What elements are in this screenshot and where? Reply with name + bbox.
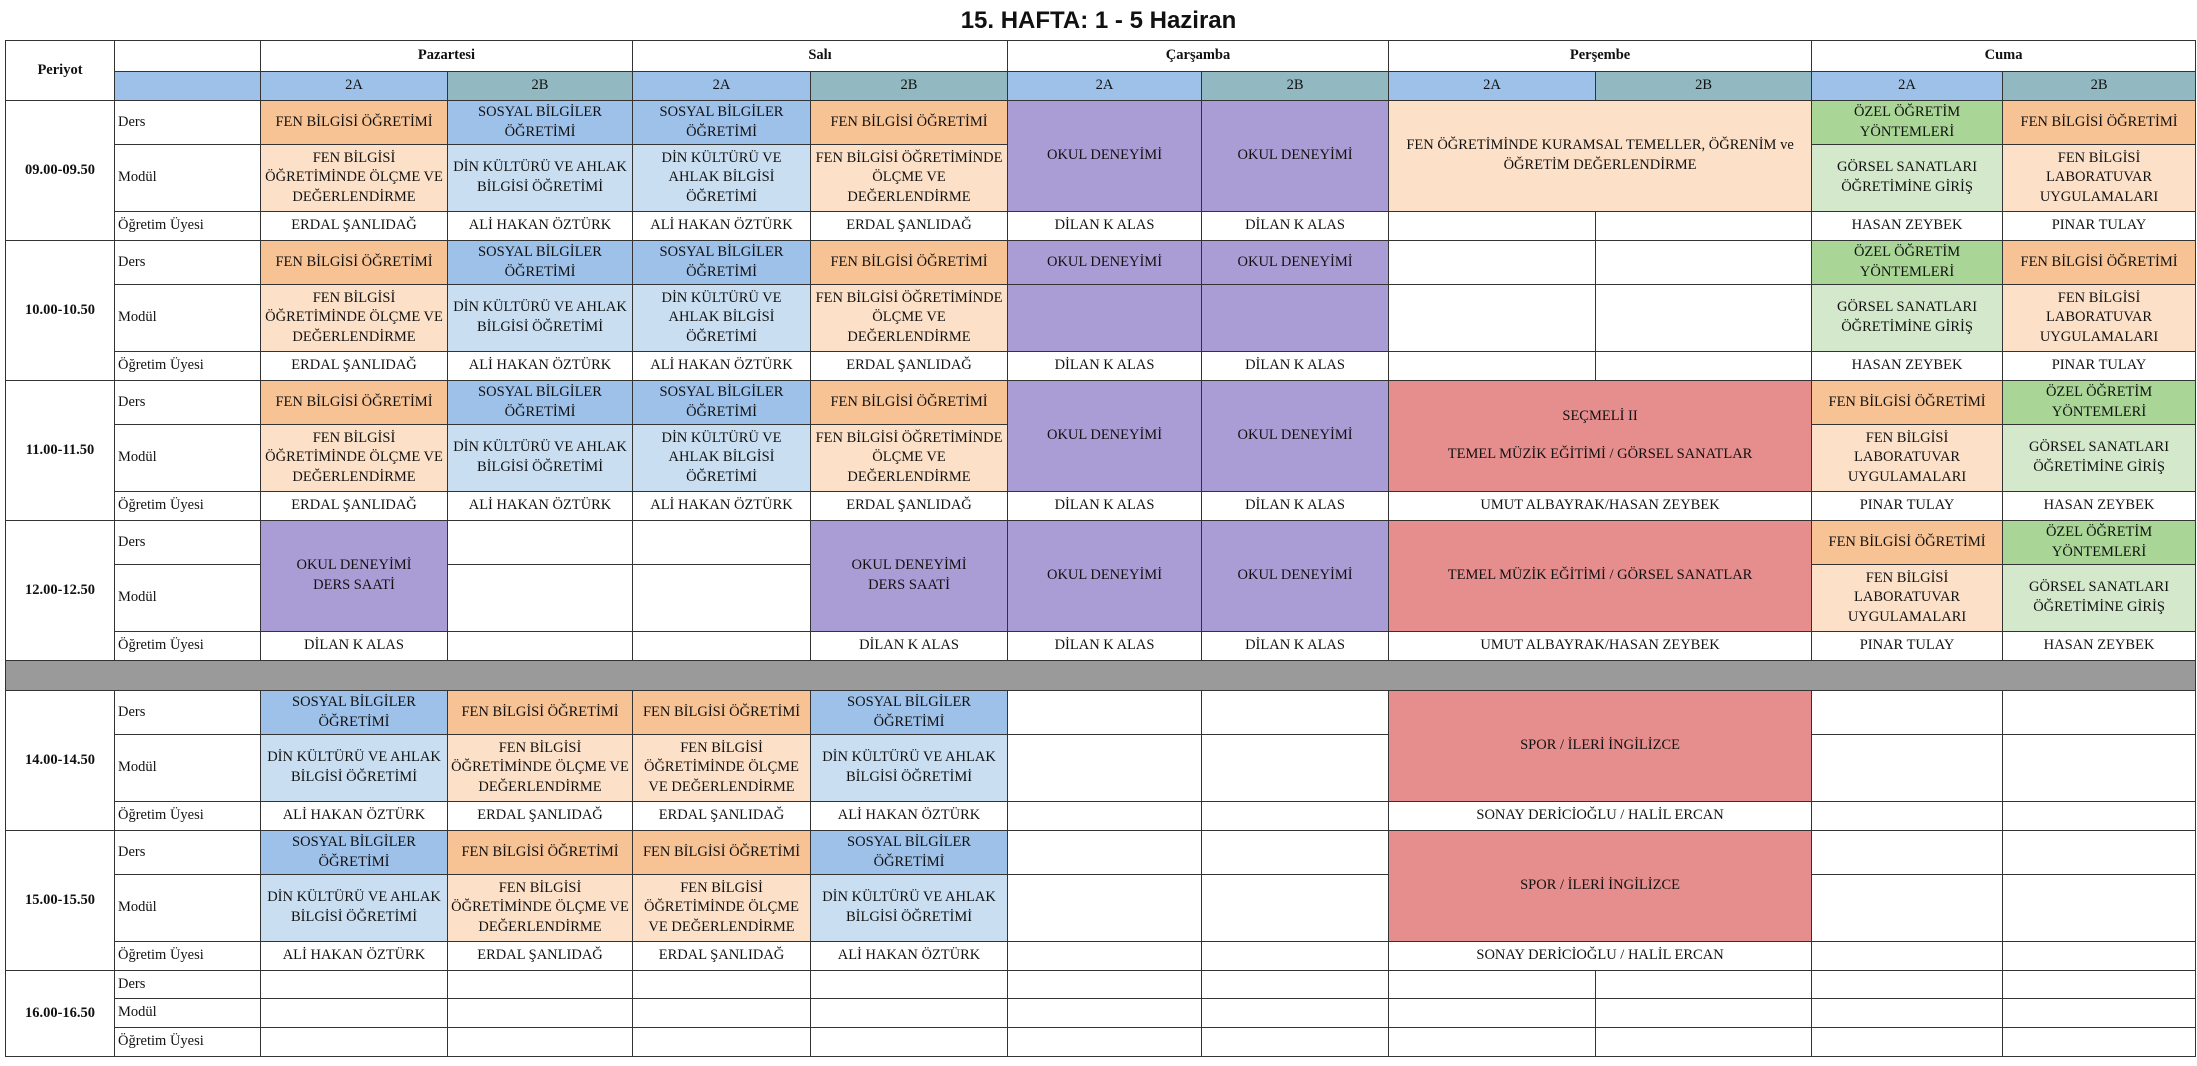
module-cell: GÖRSEL SANATLARI ÖĞRETİMİNE GİRİŞ [2003,425,2196,492]
teacher-cell: DİLAN K ALAS [1008,352,1202,381]
empty-cell [2003,875,2196,942]
schedule-row [6,691,2196,735]
teacher-cell: ALİ HAKAN ÖZTÜRK [261,942,448,971]
module-cell: DİN KÜLTÜRÜ VE AHLAK BİLGİSİ ÖĞRETİMİ [261,735,448,802]
module-cell: DİN KÜLTÜRÜ VE AHLAK BİLGİSİ ÖĞRETİMİ [633,425,811,492]
day-wednesday: Çarşamba [1008,41,1389,72]
empty-cell [811,999,1008,1028]
module-cell: DİN KÜLTÜRÜ VE AHLAK BİLGİSİ ÖĞRETİMİ [811,735,1008,802]
schedule-row [6,352,2196,381]
period-label: 09.00-09.50 [6,101,115,241]
module-cell: FEN BİLGİSİ ÖĞRETİMİNDE ÖLÇME VE DEĞERLENDİRME [811,145,1008,212]
course-cell: FEN BİLGİSİ ÖĞRETİMİ [2003,101,2196,145]
course-cell [811,521,1008,632]
empty-cell [1202,691,1389,735]
empty-cell [2003,942,2196,971]
course-cell: FEN ÖĞRETİMİNDE KURAMSAL TEMELLER, ÖĞRENİM ve ÖĞRETİM DEĞERLENDİRME [1389,101,1812,212]
course-cell: OKUL DENEYİMİ [1202,101,1389,212]
class-2b-header: 2B [811,72,1008,101]
course-cell: FEN BİLGİSİ ÖĞRETİMİ [448,691,633,735]
teacher-cell: ALİ HAKAN ÖZTÜRK [811,802,1008,831]
module-cell: FEN BİLGİSİ ÖĞRETİMİNDE ÖLÇME VE DEĞERLENDİRME [261,285,448,352]
empty-cell [2003,831,2196,875]
teacher-cell: HASAN ZEYBEK [1812,352,2003,381]
row-label-ders: Ders [115,831,261,875]
course-cell: FEN BİLGİSİ ÖĞRETİMİ [261,241,448,285]
module-cell: FEN BİLGİSİ ÖĞRETİMİNDE ÖLÇME VE DEĞERLENDİRME [811,285,1008,352]
period-label: 10.00-10.50 [6,241,115,381]
empty-cell [448,632,633,661]
module-cell: FEN BİLGİSİ LABORATUVAR UYGULAMALARI [1812,565,2003,632]
course-cell: SOSYAL BİLGİLER ÖĞRETİMİ [633,381,811,425]
course-cell: FEN BİLGİSİ ÖĞRETİMİ [448,831,633,875]
row-label-ogretim-uyesi: Öğretim Üyesi [115,212,261,241]
empty-cell [1812,971,2003,999]
empty-cell [1812,831,2003,875]
module-cell: FEN BİLGİSİ ÖĞRETİMİNDE ÖLÇME VE DEĞERLENDİRME [811,425,1008,492]
empty-cell [261,1028,448,1057]
row-label-ders: Ders [115,691,261,735]
module-cell: FEN BİLGİSİ LABORATUVAR UYGULAMALARI [2003,285,2196,352]
teacher-cell: DİLAN K ALAS [1202,492,1389,521]
row-label-modul: Modül [115,425,261,492]
empty-cell [2003,1028,2196,1057]
module-cell: DİN KÜLTÜRÜ VE AHLAK BİLGİSİ ÖĞRETİMİ [633,285,811,352]
course-cell: SOSYAL BİLGİLER ÖĞRETİMİ [633,241,811,285]
course-cell: OKUL DENEYİMİ [1202,521,1389,632]
teacher-cell: PINAR TULAY [2003,212,2196,241]
schedule-row [6,802,2196,831]
empty-cell [633,999,811,1028]
empty-cell [1389,971,1596,999]
row-label-ogretim-uyesi: Öğretim Üyesi [115,1028,261,1057]
teacher-cell: UMUT ALBAYRAK/HASAN ZEYBEK [1389,492,1812,521]
empty-cell [1812,875,2003,942]
empty-cell [1389,1028,1596,1057]
schedule-row [6,381,2196,425]
empty-cell [1008,971,1202,999]
empty-cell [633,1028,811,1057]
class-2a-header: 2A [633,72,811,101]
class-2a-header: 2A [1008,72,1202,101]
course-cell: OKUL DENEYİMİ [1008,381,1202,492]
empty-cell [1812,942,2003,971]
course-cell: FEN BİLGİSİ ÖĞRETİMİ [633,691,811,735]
module-cell: FEN BİLGİSİ ÖĞRETİMİNDE ÖLÇME VE DEĞERLENDİRME [261,145,448,212]
teacher-cell: HASAN ZEYBEK [2003,492,2196,521]
class-header-row [6,72,2196,101]
teacher-cell: ERDAL ŞANLIDAĞ [633,802,811,831]
header-blank-cell [115,41,261,72]
empty-cell [1389,212,1596,241]
empty-cell [1202,1028,1389,1057]
module-cell: FEN BİLGİSİ LABORATUVAR UYGULAMALARI [2003,145,2196,212]
elective-title: SEÇMELİ II [1562,408,1638,425]
course-cell: SOSYAL BİLGİLER ÖĞRETİMİ [448,101,633,145]
module-cell: FEN BİLGİSİ LABORATUVAR UYGULAMALARI [1812,425,2003,492]
course-cell: OKUL DENEYİMİ [1202,241,1389,285]
empty-cell [633,565,811,632]
course-cell: TEMEL MÜZİK EĞİTİMİ / GÖRSEL SANATLAR [1389,521,1812,632]
class-2a-header: 2A [1812,72,2003,101]
empty-cell [1389,285,1596,352]
empty-cell [1202,875,1389,942]
row-label-modul: Modül [115,145,261,212]
module-cell: DİN KÜLTÜRÜ VE AHLAK BİLGİSİ ÖĞRETİMİ [811,875,1008,942]
teacher-cell: ALİ HAKAN ÖZTÜRK [633,492,811,521]
teacher-cell: DİLAN K ALAS [1202,212,1389,241]
teacher-cell: HASAN ZEYBEK [1812,212,2003,241]
day-thursday: Perşembe [1389,41,1812,72]
empty-cell [1596,285,1812,352]
empty-cell [2003,971,2196,999]
teacher-cell: ERDAL ŞANLIDAĞ [811,492,1008,521]
schedule-row [6,492,2196,521]
empty-cell [1202,999,1389,1028]
teacher-cell: ALİ HAKAN ÖZTÜRK [261,802,448,831]
empty-cell [633,971,811,999]
teacher-cell: ERDAL ŞANLIDAĞ [811,212,1008,241]
module-cell: DİN KÜLTÜRÜ VE AHLAK BİLGİSİ ÖĞRETİMİ [448,145,633,212]
period-label: 11.00-11.50 [6,381,115,521]
class-2a-header: 2A [261,72,448,101]
teacher-cell: ERDAL ŞANLIDAĞ [261,212,448,241]
period-label: 12.00-12.50 [6,521,115,661]
row-label-modul: Modül [115,285,261,352]
schedule-row [6,735,2196,802]
row-label-modul: Modül [115,735,261,802]
empty-cell [2003,691,2196,735]
empty-cell [1596,971,1812,999]
teacher-cell: DİLAN K ALAS [1008,632,1202,661]
course-cell: ÖZEL ÖĞRETİM YÖNTEMLERİ [2003,381,2196,425]
teacher-cell: PINAR TULAY [2003,352,2196,381]
empty-cell [448,521,633,565]
teacher-cell: ALİ HAKAN ÖZTÜRK [633,212,811,241]
teacher-cell: PINAR TULAY [1812,492,2003,521]
row-label-modul: Modül [115,999,261,1028]
course-cell: ÖZEL ÖĞRETİM YÖNTEMLERİ [1812,241,2003,285]
weekly-schedule-table [5,40,2196,1057]
class-2a-header: 2A [1389,72,1596,101]
row-label-ogretim-uyesi: Öğretim Üyesi [115,802,261,831]
teacher-cell: DİLAN K ALAS [1202,352,1389,381]
empty-cell [1202,831,1389,875]
course-line: DERS SAATİ [313,577,395,593]
empty-cell [1008,735,1202,802]
teacher-cell: DİLAN K ALAS [1008,492,1202,521]
elective-subtitle: TEMEL MÜZİK EĞİTİMİ / GÖRSEL SANATLAR [1447,446,1753,462]
schedule-row [6,285,2196,352]
empty-cell [2003,735,2196,802]
period-label: 14.00-14.50 [6,691,115,831]
teacher-cell: ALİ HAKAN ÖZTÜRK [448,492,633,521]
course-cell: SOSYAL BİLGİLER ÖĞRETİMİ [811,831,1008,875]
empty-cell [1389,352,1596,381]
empty-cell [811,1028,1008,1057]
period-header: Periyot [6,41,115,101]
teacher-cell: ALİ HAKAN ÖZTÜRK [448,212,633,241]
elective-cell [1389,381,1812,492]
teacher-cell: DİLAN K ALAS [261,632,448,661]
lunch-break-row [6,661,2196,691]
empty-cell [1812,735,2003,802]
empty-cell [1202,802,1389,831]
class-2b-header: 2B [2003,72,2196,101]
day-header-row [6,41,2196,72]
course-cell: SOSYAL BİLGİLER ÖĞRETİMİ [261,831,448,875]
empty-cell [633,521,811,565]
teacher-cell: UMUT ALBAYRAK/HASAN ZEYBEK [1389,632,1812,661]
empty-cell [1812,802,2003,831]
module-cell: DİN KÜLTÜRÜ VE AHLAK BİLGİSİ ÖĞRETİMİ [633,145,811,212]
course-cell: OKUL DENEYİMİ [1008,101,1202,212]
empty-cell [1008,831,1202,875]
course-cell: FEN BİLGİSİ ÖĞRETİMİ [811,101,1008,145]
empty-cell [1596,241,1812,285]
day-tuesday: Salı [633,41,1008,72]
module-cell [1202,285,1389,352]
module-cell: FEN BİLGİSİ ÖĞRETİMİNDE ÖLÇME VE DEĞERLENDİRME [448,875,633,942]
row-label-ogretim-uyesi: Öğretim Üyesi [115,492,261,521]
row-label-ders: Ders [115,381,261,425]
row-label-modul: Modül [115,875,261,942]
schedule-row [6,241,2196,285]
module-cell: DİN KÜLTÜRÜ VE AHLAK BİLGİSİ ÖĞRETİMİ [448,285,633,352]
teacher-cell: ERDAL ŞANLIDAĞ [811,352,1008,381]
teacher-cell: HASAN ZEYBEK [2003,632,2196,661]
empty-cell [1596,1028,1812,1057]
module-cell [1008,285,1202,352]
row-label-ogretim-uyesi: Öğretim Üyesi [115,942,261,971]
course-line: OKUL DENEYİMİ [851,557,967,574]
empty-cell [1008,999,1202,1028]
schedule-row [6,831,2196,875]
teacher-cell: DİLAN K ALAS [1202,632,1389,661]
teacher-cell: ERDAL ŞANLIDAĞ [261,352,448,381]
module-cell: FEN BİLGİSİ ÖĞRETİMİNDE ÖLÇME VE DEĞERLENDİRME [261,425,448,492]
lunch-break-separator [6,661,2196,691]
period-label: 15.00-15.50 [6,831,115,971]
empty-cell [1596,212,1812,241]
class-2b-header: 2B [1202,72,1389,101]
class-2b-header: 2B [1596,72,1812,101]
empty-cell [1596,999,1812,1028]
empty-cell [448,971,633,999]
course-cell: SOSYAL BİLGİLER ÖĞRETİMİ [633,101,811,145]
empty-cell [2003,802,2196,831]
teacher-cell: ERDAL ŞANLIDAĞ [448,802,633,831]
empty-cell [448,565,633,632]
module-cell: GÖRSEL SANATLARI ÖĞRETİMİNE GİRİŞ [2003,565,2196,632]
empty-cell [1812,1028,2003,1057]
empty-cell [1008,942,1202,971]
empty-cell [1389,241,1596,285]
teacher-cell: ALİ HAKAN ÖZTÜRK [448,352,633,381]
module-cell: GÖRSEL SANATLARI ÖĞRETİMİNE GİRİŞ [1812,145,2003,212]
empty-cell [1008,802,1202,831]
module-cell: FEN BİLGİSİ ÖĞRETİMİNDE ÖLÇME VE DEĞERLENDİRME [448,735,633,802]
course-cell: SOSYAL BİLGİLER ÖĞRETİMİ [448,381,633,425]
module-cell: FEN BİLGİSİ ÖĞRETİMİNDE ÖLÇME VE DEĞERLENDİRME [633,735,811,802]
teacher-cell: DİLAN K ALAS [1008,212,1202,241]
empty-cell [2003,999,2196,1028]
empty-cell [1202,942,1389,971]
course-cell: FEN BİLGİSİ ÖĞRETİMİ [633,831,811,875]
day-monday: Pazartesi [261,41,633,72]
course-cell: FEN BİLGİSİ ÖĞRETİMİ [1812,521,2003,565]
day-friday: Cuma [1812,41,2196,72]
empty-cell [1008,875,1202,942]
row-label-modul: Modül [115,565,261,632]
class-2b-header: 2B [448,72,633,101]
empty-cell [633,632,811,661]
schedule-row [6,101,2196,145]
course-cell: SPOR / İLERİ İNGİLİZCE [1389,831,1812,942]
row-label-ders: Ders [115,241,261,285]
course-cell: FEN BİLGİSİ ÖĞRETİMİ [811,381,1008,425]
course-cell: OKUL DENEYİMİ [1008,241,1202,285]
course-cell: FEN BİLGİSİ ÖĞRETİMİ [1812,381,2003,425]
empty-cell [1596,352,1812,381]
row-label-ders: Ders [115,101,261,145]
class-header-blank [115,72,261,101]
empty-cell [811,971,1008,999]
module-cell: DİN KÜLTÜRÜ VE AHLAK BİLGİSİ ÖĞRETİMİ [261,875,448,942]
empty-cell [1812,999,2003,1028]
course-cell: FEN BİLGİSİ ÖĞRETİMİ [2003,241,2196,285]
schedule-row [6,212,2196,241]
empty-cell [1812,691,2003,735]
course-cell: OKUL DENEYİMİ [1202,381,1389,492]
teacher-cell: ERDAL ŞANLIDAĞ [261,492,448,521]
schedule-row [6,875,2196,942]
empty-cell [261,971,448,999]
schedule-row [6,971,2196,999]
teacher-cell: PINAR TULAY [1812,632,2003,661]
empty-cell [448,1028,633,1057]
course-cell: ÖZEL ÖĞRETİM YÖNTEMLERİ [1812,101,2003,145]
teacher-cell: ALİ HAKAN ÖZTÜRK [633,352,811,381]
module-cell: GÖRSEL SANATLARI ÖĞRETİMİNE GİRİŞ [1812,285,2003,352]
period-label: 16.00-16.50 [6,971,115,1057]
teacher-cell: ALİ HAKAN ÖZTÜRK [811,942,1008,971]
teacher-cell: ERDAL ŞANLIDAĞ [448,942,633,971]
schedule-row [6,999,2196,1028]
schedule-row [6,942,2196,971]
row-label-ders: Ders [115,971,261,999]
course-cell [261,521,448,632]
course-cell: SOSYAL BİLGİLER ÖĞRETİMİ [261,691,448,735]
course-cell: SPOR / İLERİ İNGİLİZCE [1389,691,1812,802]
empty-cell [261,999,448,1028]
course-cell: OKUL DENEYİMİ [1008,521,1202,632]
row-label-ogretim-uyesi: Öğretim Üyesi [115,352,261,381]
empty-cell [448,999,633,1028]
row-label-ders: Ders [115,521,261,565]
row-label-ogretim-uyesi: Öğretim Üyesi [115,632,261,661]
empty-cell [1008,1028,1202,1057]
schedule-row [6,521,2196,565]
teacher-cell: ERDAL ŞANLIDAĞ [633,942,811,971]
course-line: OKUL DENEYİMİ [296,557,412,574]
schedule-title: 15. HAFTA: 1 - 5 Haziran [960,7,1237,34]
teacher-cell: DİLAN K ALAS [811,632,1008,661]
course-cell: FEN BİLGİSİ ÖĞRETİMİ [261,381,448,425]
schedule-row [6,632,2196,661]
teacher-cell: SONAY DERİCİOĞLU / HALİL ERCAN [1389,942,1812,971]
empty-cell [1389,999,1596,1028]
module-cell: DİN KÜLTÜRÜ VE AHLAK BİLGİSİ ÖĞRETİMİ [448,425,633,492]
module-cell: FEN BİLGİSİ ÖĞRETİMİNDE ÖLÇME VE DEĞERLENDİRME [633,875,811,942]
course-cell: SOSYAL BİLGİLER ÖĞRETİMİ [448,241,633,285]
course-cell: FEN BİLGİSİ ÖĞRETİMİ [811,241,1008,285]
empty-cell [1008,691,1202,735]
course-cell: FEN BİLGİSİ ÖĞRETİMİ [261,101,448,145]
schedule-row [6,1028,2196,1057]
teacher-cell: SONAY DERİCİOĞLU / HALİL ERCAN [1389,802,1812,831]
course-cell: SOSYAL BİLGİLER ÖĞRETİMİ [811,691,1008,735]
course-cell: ÖZEL ÖĞRETİM YÖNTEMLERİ [2003,521,2196,565]
empty-cell [1202,971,1389,999]
empty-cell [1202,735,1389,802]
course-line: DERS SAATİ [868,577,950,593]
